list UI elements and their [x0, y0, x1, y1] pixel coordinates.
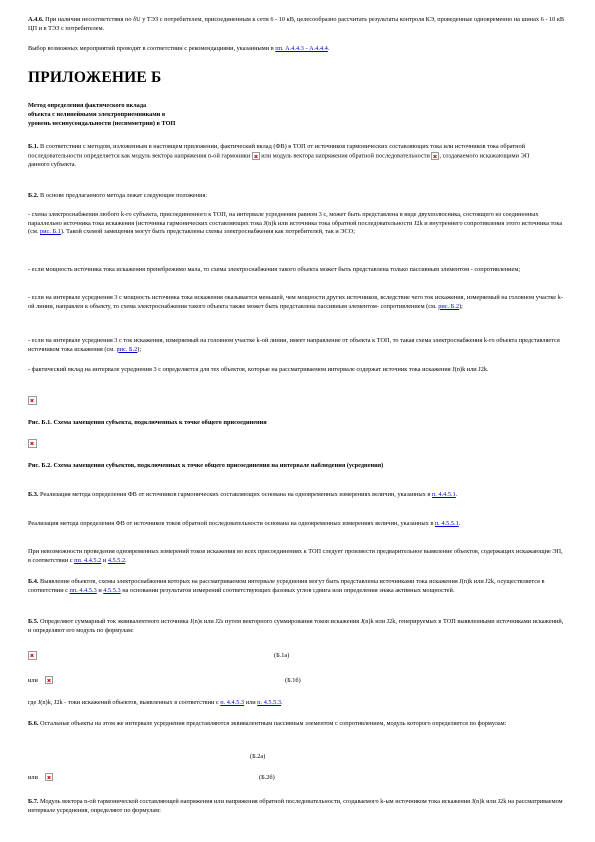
- paragraph-a-4-6: [28, 16, 566, 33]
- link-4-4-5-1[interactable]: п. 4.4.5.1: [431, 491, 456, 498]
- appendix-title: ПРИЛОЖЕНИЕ Б: [28, 69, 162, 86]
- formula-b1b: или (Б.1б): [28, 677, 301, 684]
- formula-image-icon: [28, 651, 37, 660]
- paragraph-measures: Выбор возможных мероприятий проводят в соответствии с рекомендациями, указанными в пп. А.4.4.3 - А.4.4.4.: [28, 45, 330, 52]
- link-4-4-5-2[interactable]: пп. 4.4.5.2: [74, 556, 102, 564]
- list-item-b2-2: - если мощность источника тока искажения пренебрежимо мала, то схема электроснабжения такого объекта может быть представлена только пассивным элементом - сопротивлением;: [28, 266, 521, 273]
- link-4-4-5-3[interactable]: пп. 4.4.5.3: [69, 586, 97, 594]
- figure-b2-caption: Рис. Б.2. Схема замещения субъектов, подключенных к точке общего присоединения на интервале наблюдения (усреднения): [28, 462, 384, 469]
- link-4-5-5-1[interactable]: п. 4.5.5.1: [434, 520, 459, 527]
- paragraph-text: При наличии несоответствия по δU у ТЭЗ с потребителем, присоединенным к сети 6 - 10 кВ, целесообразно рассчитать результаты контроля КЭ, проведенные одновременно на шинах 6 - 10 кВ ЦП и в ТЭЗ с потребителем.: [28, 16, 565, 32]
- formula-b2b: или (Б.2б): [28, 774, 275, 781]
- link-a-4-4-3[interactable]: пп. А.4.4.3 - А.4.4.4: [275, 45, 328, 52]
- figure-image-icon: [28, 439, 37, 448]
- formula-image-icon: [45, 773, 53, 781]
- link-fig-b2[interactable]: рис. Б.2: [438, 302, 459, 310]
- figure-image-icon: [28, 396, 37, 405]
- appendix-subtitle: [28, 101, 566, 128]
- subtitle-line: уровень несинусоидальности (несимметрии) в ТОП: [28, 120, 176, 127]
- paragraph-b6: Б.6. Остальные объекты на этом же интервале усреднения представляются эквивалентным пассивным элементом с сопротивлением, модуль которого определяется по формулам:: [28, 720, 507, 727]
- paragraph-b3: Б.3. Реализация метода определения ФВ от источников гармонических составляющих основана на одновременных измерениях величин, указанных в п. 4.4.5.1.: [28, 491, 458, 498]
- list-item-b2-1: - схема электроснабжения любого k-го субъекта, присоединенного к ТОП, на интервале усреднения равном 3 с, может быть представлена в виде двухполюсника, состоящего из соединенных параллельно источника тока искажения (источника гармонических составляющих тока J(n)k или источника тока обратной последовательности J2k и внутреннего сопротивления этого источника тока (см. рис. Б.1). Такой схемой замещения могут быть представлены схемы электроснабжения как потребителей, так и ЭСО;: [28, 211, 563, 236]
- paragraph-b1: Б.1. В соответствии с методом, изложенным в настоящем приложении, фактический вклад (ФВ) в ТОП от источников гармонических составляющих тока или источников тока обратной последовательности определяется как модуль вектора напряжения n-ой гармоники или модуль вектора напряжения обратной последовательности , создаваемого искажающими ЭП данного субъекта.: [28, 143, 530, 168]
- equation-number: (Б.2б): [259, 774, 275, 781]
- link-4-5-5-3[interactable]: 4.5.5.3: [103, 586, 121, 594]
- paragraph-b7: Б.7. Модуль вектора n-ой гармонической составляющей напряжения или напряжения обратной последовательности, создаваемого k-ым источником тока искажения J(n)k или J2k на рассматриваемом интервале усреднения, определяют по формулам:: [28, 798, 563, 814]
- subtitle-line: Метод определения фактического вклада: [28, 102, 147, 109]
- paragraph-text: Выбор возможных мероприятий проводят в соответствии с рекомендациями, указанными в: [28, 45, 274, 52]
- link-4-5-5-2[interactable]: 4.5.5.2: [107, 556, 126, 564]
- figure-b1-image: [28, 396, 566, 406]
- equation-number: (Б.1б): [285, 677, 301, 684]
- link-4-4-5-3[interactable]: п. 4.4.5.3: [220, 699, 245, 706]
- formula-b1a: [28, 651, 566, 661]
- link-fig-b2[interactable]: рис. Б.2: [116, 345, 138, 353]
- equation-number: (Б.1а): [274, 652, 290, 659]
- list-item-b2-4: - если на интервале усреднения 3 с ток искажения, измеряемый на головном участке k-ой линии, имеет направление от объекта к ТОП, то такая схема электроснабжения k-го объекта представляется источником тока искажения (см. рис. Б.2);: [28, 337, 560, 353]
- formula-b2a: [28, 752, 566, 762]
- formula-image-icon: [252, 152, 260, 160]
- figure-b1-caption: Рис. Б.1. Схема замещения субъекта, подключенных к точке общего присоединения: [28, 419, 267, 426]
- paragraph-b2: Б.2. В основе предлагаемого метода лежат следующие положения:: [28, 192, 208, 199]
- link-fig-b1[interactable]: рис. Б.1: [40, 228, 61, 236]
- figure-b2-image: [28, 439, 566, 449]
- paragraph-b3-second: Реализация метода определения ФВ от источников токов обратной последовательности основана на одновременных измерениях величин, указанных в п. 4.5.5.1.: [28, 520, 461, 527]
- formula-image-icon: [45, 676, 53, 684]
- formula-image-icon: [431, 152, 439, 160]
- paragraph-b5-where: где J(n)k, J2k - токи искажений объектов, выявленных в соответствии с п. 4.4.5.3 или п. 4.5.5.3.: [28, 699, 283, 706]
- paragraph-label: А.4.6.: [28, 16, 44, 23]
- list-item-b2-5: - фактический вклад на интервале усреднения 3 с определяется для тех объектов, которые на рассматриваемом интервале содержат источник тока искажения J(n)k или J2k.: [28, 366, 489, 373]
- equation-number: (Б.2а): [250, 753, 266, 760]
- subtitle-line: объекта с нелинейными электроприемниками в: [28, 111, 166, 118]
- paragraph-b3-third: При невозможности проведения одновременных измерений токов искажения во всех присоединениях к ТОП следует произвести предварительное выявление объектов, содержащих искажающие ЭП, в соответствии с пп. 4.4.5.2 и 4.5.5.2.: [28, 548, 563, 564]
- link-4-5-5-3[interactable]: п. 4.5.5.3: [257, 699, 282, 706]
- list-item-b2-3: - если на интервале усреднения 3 с мощность источника тока искажения оказывается меньшей, чем мощности других источников, вследствие чего ток искажения, измеряемый на головном участке k-ой линии, направлен к объекту, то схема электроснабжения такого объекта также может быть представлена пассивным элементом- сопротивлением (см. рис. Б.2);: [28, 294, 563, 310]
- paragraph-b5: Б.5. Определяют суммарный ток эквивалентного источника J(n)s или J2s путем векторного суммирования токов искажения J(n)k или J2k, генерируемых в ТОП выявленными источниками искажений, и определяют его модуль по формулам:: [28, 618, 564, 634]
- paragraph-b4: Б.4. Выявление объектов, схемы электроснабжения которых на рассматриваемом интервале усреднения могут быть представлены источниками тока искажения J(n)k или J2k, осуществляется в соответствии с пп. 4.4.5.3 и 4.5.5.3 на основании результатов измерений соответствующих фазовых углов сдвига или определения знака активных мощностей.: [28, 578, 545, 594]
